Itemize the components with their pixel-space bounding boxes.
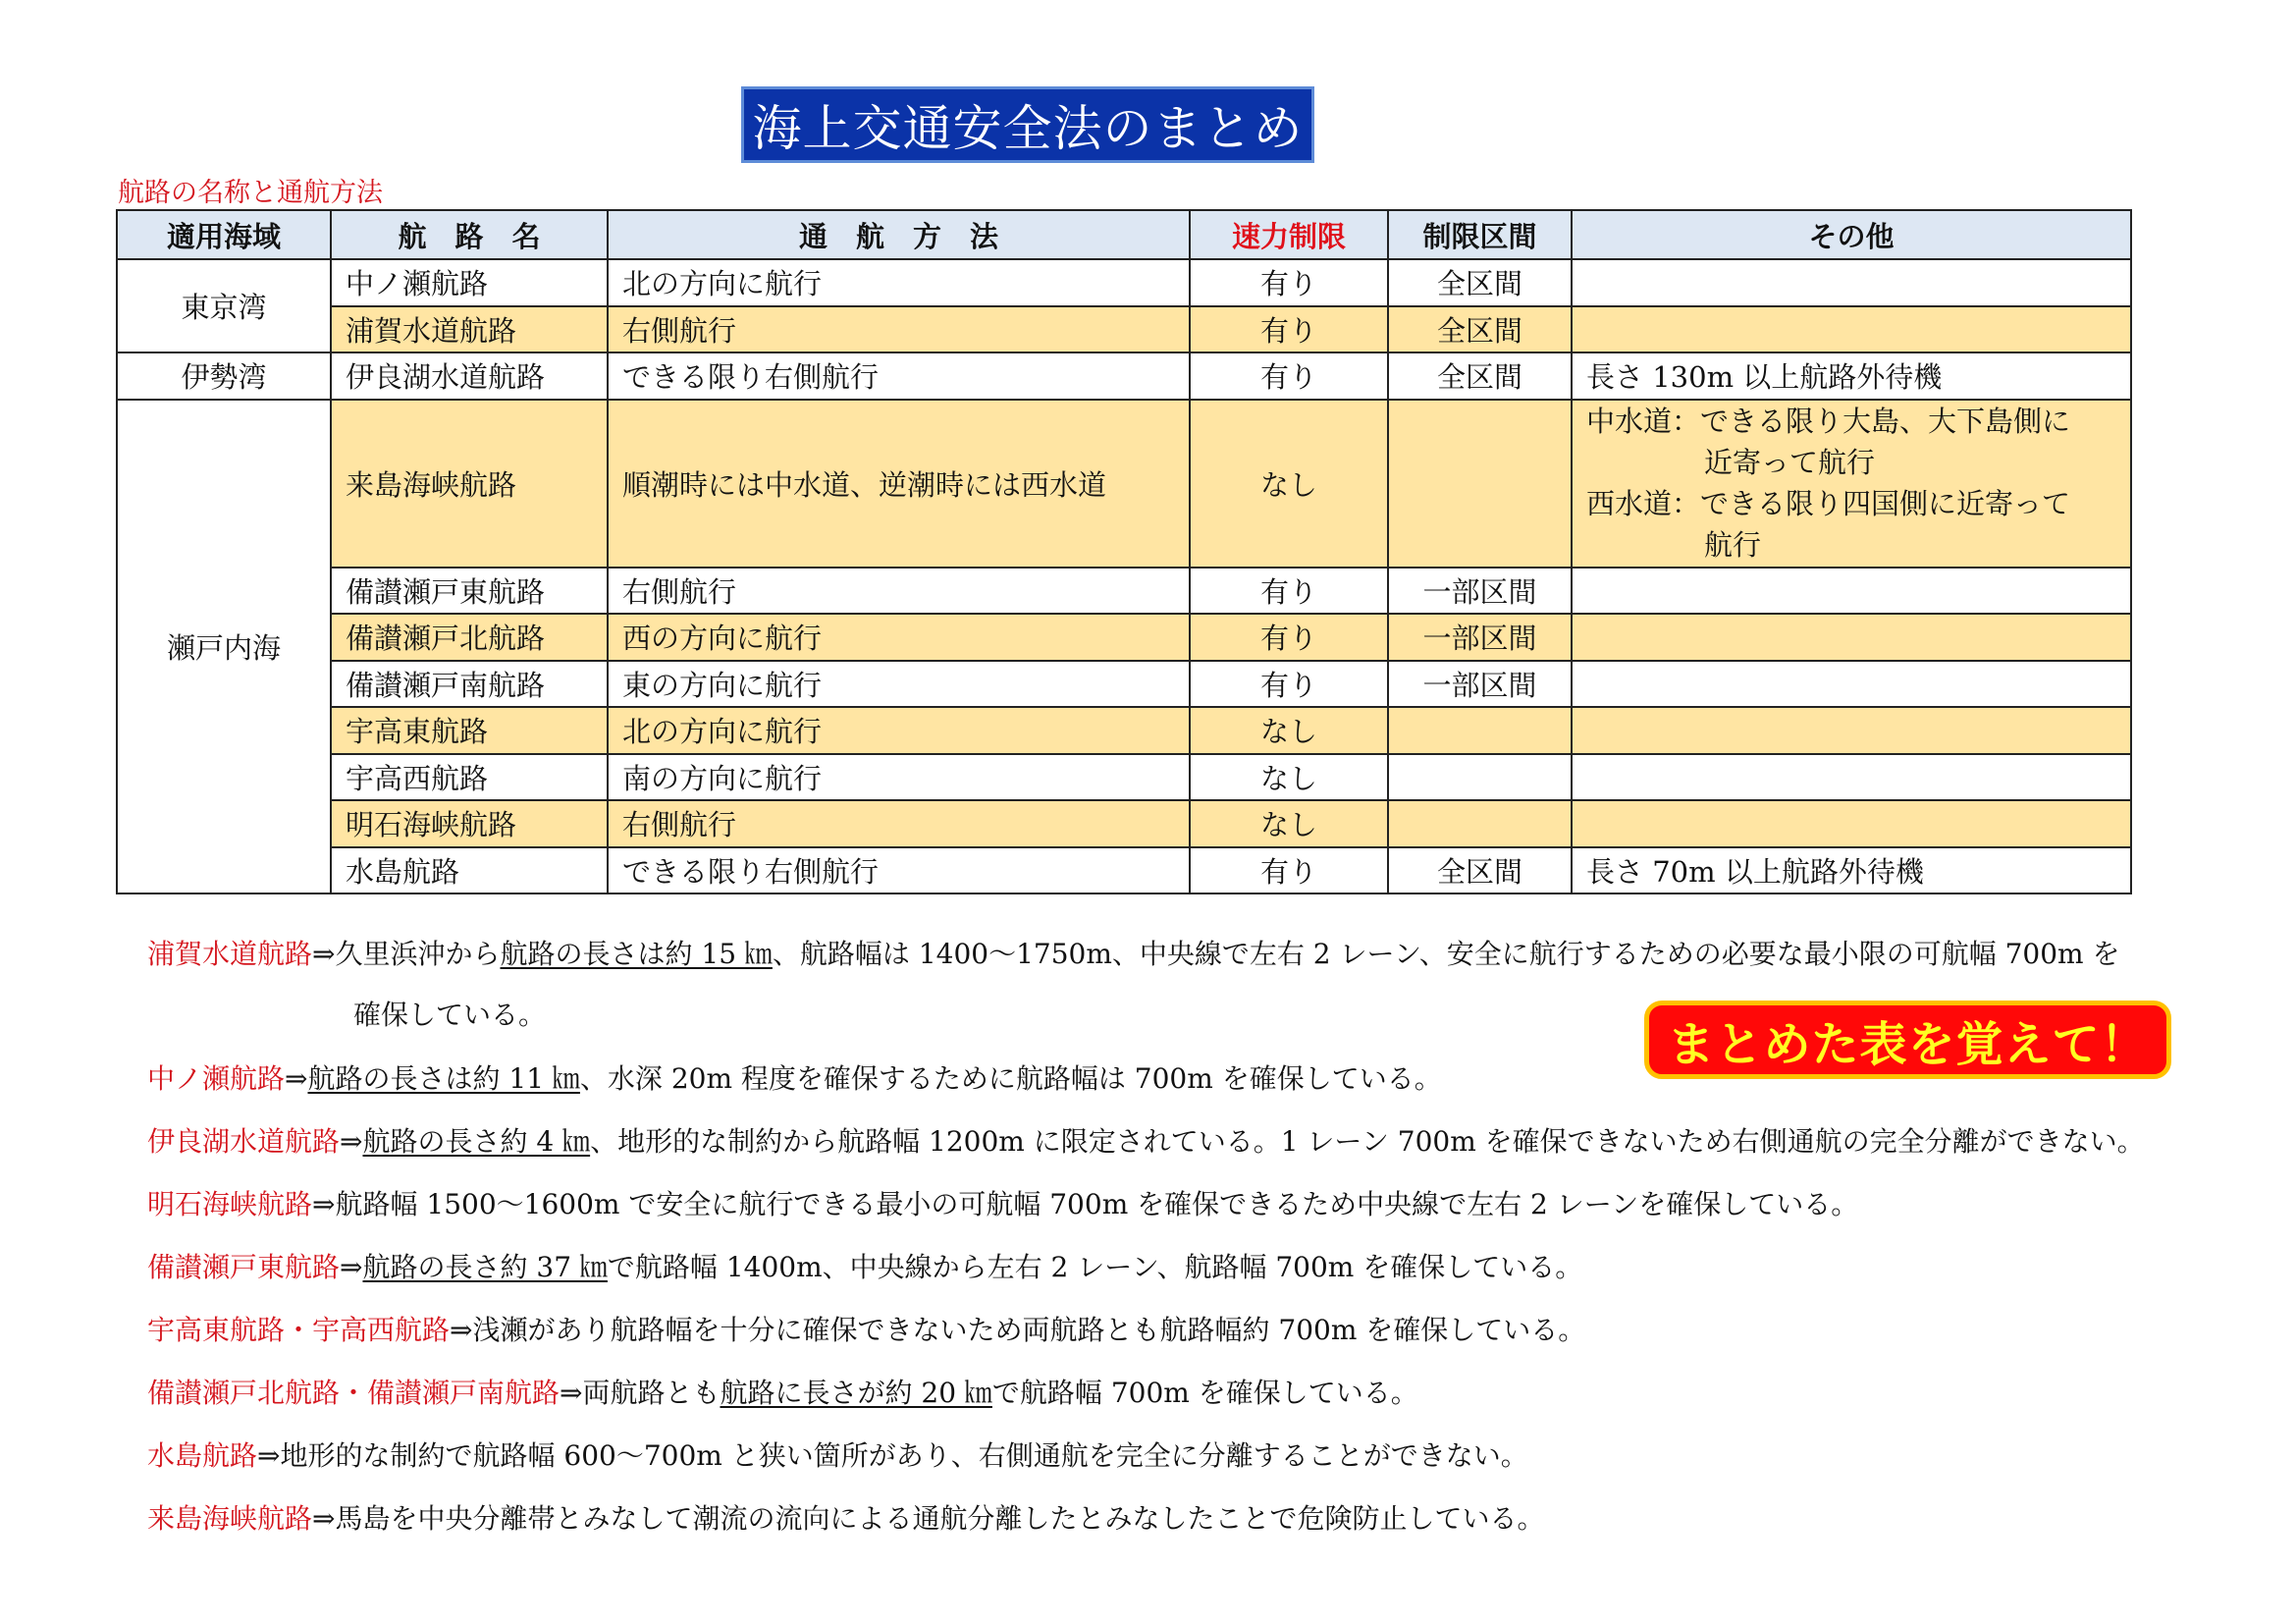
section-cell <box>1388 400 1572 568</box>
other-cell <box>1572 707 2131 754</box>
note-line <box>147 1246 1582 1285</box>
header-section: 制限区間 <box>1388 210 1572 259</box>
note-route-name: 宇高東航路・宇高西航路 <box>147 1314 451 1346</box>
note-text: ⇒久里浜沖から <box>312 938 501 970</box>
note-underlined: 航路の長さは約 11 ㎞ <box>307 1062 580 1095</box>
note-text: ⇒ <box>340 1125 363 1158</box>
note-route-name: 浦賀水道航路 <box>147 938 313 970</box>
note-underlined: 航路に長さが約 20 ㎞ <box>720 1377 992 1409</box>
method-cell: 右側航行 <box>608 568 1190 615</box>
speed-cell: なし <box>1190 400 1388 568</box>
note-route-name: 来島海峡航路 <box>147 1502 313 1535</box>
other-cell <box>1572 754 2131 801</box>
method-cell: 右側航行 <box>608 306 1190 353</box>
note-line <box>147 1309 1585 1348</box>
speed-cell: 有り <box>1190 614 1388 661</box>
table-row <box>117 306 2131 353</box>
note-text: ⇒両航路とも <box>560 1377 721 1409</box>
section-cell <box>1388 754 1572 801</box>
route-cell: 明石海峡航路 <box>331 800 608 847</box>
route-cell: 宇高東航路 <box>331 707 608 754</box>
table-row <box>117 614 2131 661</box>
note-text: ⇒航路幅 1500〜1600m で安全に航行できる最小の可航幅 700m を確保できるため中央線で左右 2 レーンを確保している。 <box>312 1188 1859 1220</box>
speed-cell: なし <box>1190 707 1388 754</box>
table-row <box>117 661 2131 708</box>
other-line: 近寄って航行 <box>1704 446 1876 479</box>
note-text: 、地形的な制約から航路幅 1200m に限定されている。1 レーン 700m を確保できないため右側通航の完全分離ができない。 <box>590 1125 2145 1158</box>
section-cell: 全区間 <box>1388 352 1572 400</box>
speed-cell: 有り <box>1190 306 1388 353</box>
note-line <box>147 933 2120 972</box>
method-cell: 右側航行 <box>608 800 1190 847</box>
other-cell <box>1572 306 2131 353</box>
area-cell: 東京湾 <box>117 259 331 352</box>
table-row <box>117 259 2131 306</box>
table-row <box>117 847 2131 894</box>
note-underlined: 航路の長さは約 15 ㎞ <box>500 938 773 970</box>
note-route-name: 備讃瀬戸東航路 <box>147 1251 341 1283</box>
method-cell: できる限り右側航行 <box>608 352 1190 400</box>
note-route-name: 水島航路 <box>147 1439 258 1472</box>
note-text: で航路幅 700m を確保している。 <box>991 1377 1418 1409</box>
note-route-name: 明石海峡航路 <box>147 1188 313 1220</box>
table-row <box>117 352 2131 400</box>
speed-cell: 有り <box>1190 568 1388 615</box>
route-cell: 来島海峡航路 <box>331 400 608 568</box>
other-cell <box>1572 568 2131 615</box>
speed-cell: 有り <box>1190 259 1388 306</box>
table-row <box>117 754 2131 801</box>
note-line <box>147 1435 1528 1474</box>
note-underlined: 航路の長さ約 4 ㎞ <box>362 1125 591 1158</box>
note-line <box>147 1497 1544 1537</box>
method-cell: できる限り右側航行 <box>608 847 1190 894</box>
route-table <box>116 209 2132 894</box>
route-cell: 伊良湖水道航路 <box>331 352 608 400</box>
note-text: で航路幅 1400m、中央線から左右 2 レーン、航路幅 700m を確保している。 <box>607 1251 1583 1283</box>
section-cell <box>1388 707 1572 754</box>
header-other: その他 <box>1572 210 2131 259</box>
note-line <box>147 1183 1858 1222</box>
header-area: 適用海域 <box>117 210 331 259</box>
speed-cell: なし <box>1190 800 1388 847</box>
route-cell: 備讃瀬戸北航路 <box>331 614 608 661</box>
other-cell <box>1572 800 2131 847</box>
route-cell: 宇高西航路 <box>331 754 608 801</box>
area-cell: 伊勢湾 <box>117 352 331 400</box>
speed-cell: なし <box>1190 754 1388 801</box>
speed-cell: 有り <box>1190 847 1388 894</box>
section-cell: 一部区間 <box>1388 568 1572 615</box>
header-speed: 速力制限 <box>1190 210 1388 259</box>
table-row <box>117 400 2131 568</box>
other-cell: 長さ 130m 以上航路外待機 <box>1572 352 2131 400</box>
note-text: 、水深 20m 程度を確保するために航路幅は 700m を確保している。 <box>579 1062 1442 1095</box>
page-title: 海上交通安全法のまとめ <box>741 86 1314 163</box>
note-text: 、航路幅は 1400〜1750m、中央線で左右 2 レーン、安全に航行するための必要な最小限の可航幅 700m を <box>772 938 2120 970</box>
memorize-callout: まとめた表を覚えて！ <box>1644 1001 2171 1079</box>
section-cell: 一部区間 <box>1388 661 1572 708</box>
area-cell: 瀬戸内海 <box>117 400 331 894</box>
note-text: ⇒ <box>285 1062 308 1095</box>
other-cell-multiline <box>1572 400 2131 568</box>
note-text: ⇒ <box>340 1251 363 1283</box>
method-cell: 順潮時には中水道、逆潮時には西水道 <box>608 400 1190 568</box>
note-line <box>147 1120 2145 1160</box>
table-row <box>117 707 2131 754</box>
table-header-row <box>117 210 2131 259</box>
note-continuation: 確保している。 <box>353 999 547 1031</box>
note-route-name: 伊良湖水道航路 <box>147 1125 341 1158</box>
note-line <box>147 1372 1418 1411</box>
note-line <box>147 1057 1442 1097</box>
method-cell: 西の方向に航行 <box>608 614 1190 661</box>
note-text: ⇒馬島を中央分離帯とみなして潮流の流向による通航分離したとみなしたことで危険防止している。 <box>312 1502 1545 1535</box>
header-method: 通 航 方 法 <box>608 210 1190 259</box>
method-cell: 南の方向に航行 <box>608 754 1190 801</box>
section-cell: 一部区間 <box>1388 614 1572 661</box>
method-cell: 北の方向に航行 <box>608 259 1190 306</box>
header-route: 航 路 名 <box>331 210 608 259</box>
section-subtitle: 航路の名称と通航方法 <box>118 178 383 208</box>
route-cell: 浦賀水道航路 <box>331 306 608 353</box>
speed-cell: 有り <box>1190 352 1388 400</box>
other-cell <box>1572 614 2131 661</box>
table-row <box>117 800 2131 847</box>
other-cell <box>1572 259 2131 306</box>
table-row <box>117 568 2131 615</box>
other-cell: 長さ 70m 以上航路外待機 <box>1572 847 2131 894</box>
route-cell: 備讃瀬戸南航路 <box>331 661 608 708</box>
note-underlined: 航路の長さ約 37 ㎞ <box>362 1251 608 1283</box>
note-route-name: 中ノ瀬航路 <box>147 1062 286 1095</box>
note-route-name: 備讃瀬戸北航路・備讃瀬戸南航路 <box>147 1377 561 1409</box>
section-cell: 全区間 <box>1388 847 1572 894</box>
speed-cell: 有り <box>1190 661 1388 708</box>
method-cell: 東の方向に航行 <box>608 661 1190 708</box>
method-cell: 北の方向に航行 <box>608 707 1190 754</box>
note-text: ⇒浅瀬があり航路幅を十分に確保できないため両航路とも航路幅約 700m を確保している。 <box>450 1314 1586 1346</box>
note-text: ⇒地形的な制約で航路幅 600〜700m と狭い箇所があり、右側通航を完全に分離することができない。 <box>257 1439 1528 1472</box>
section-cell: 全区間 <box>1388 259 1572 306</box>
route-cell: 備讃瀬戸東航路 <box>331 568 608 615</box>
section-cell <box>1388 800 1572 847</box>
other-line: 西水道：できる限り四国側に近寄って <box>1586 487 2071 520</box>
other-line: 航行 <box>1704 528 1762 562</box>
route-cell: 水島航路 <box>331 847 608 894</box>
route-cell: 中ノ瀬航路 <box>331 259 608 306</box>
section-cell: 全区間 <box>1388 306 1572 353</box>
other-cell <box>1572 661 2131 708</box>
other-line: 中水道：できる限り大島、大下島側に <box>1586 405 2071 438</box>
